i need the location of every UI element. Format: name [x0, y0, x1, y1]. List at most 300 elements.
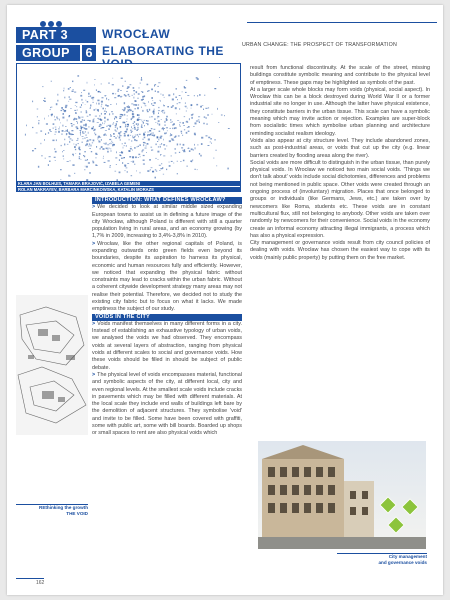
map-fragment — [86, 110, 87, 111]
map-fragment — [192, 159, 193, 161]
map-fragment — [70, 108, 71, 109]
map-fragment — [169, 165, 171, 167]
map-fragment — [134, 125, 135, 127]
map-fragment — [115, 171, 117, 172]
map-fragment — [134, 129, 135, 130]
map-fragment — [101, 114, 102, 115]
map-fragment — [76, 118, 78, 120]
map-fragment — [151, 97, 153, 99]
map-fragment — [35, 148, 37, 149]
map-fragment — [108, 99, 109, 100]
map-fragment — [125, 134, 126, 135]
map-fragment — [149, 159, 151, 161]
map-fragment — [99, 124, 101, 125]
map-fragment — [170, 122, 172, 123]
map-fragment — [163, 105, 165, 106]
map-fragment — [106, 135, 107, 136]
map-fragment — [83, 138, 84, 139]
map-fragment — [132, 95, 133, 96]
map-fragment — [157, 86, 159, 87]
map-fragment — [85, 128, 87, 130]
map-fragment — [173, 93, 174, 95]
map-fragment — [93, 140, 95, 142]
paragraph — [92, 204, 242, 240]
map-fragment — [102, 108, 104, 110]
map-fragment — [169, 162, 170, 163]
map-fragment — [141, 77, 142, 79]
map-fragment — [135, 101, 137, 102]
map-fragment — [136, 170, 137, 171]
map-fragment — [137, 114, 138, 116]
map-fragment — [164, 125, 166, 126]
map-fragment — [92, 100, 93, 101]
map-fragment — [107, 105, 109, 107]
map-fragment — [79, 158, 80, 159]
paragraph-text: Voids also appear at city structure level. They include abandoned zones, such as post-industrial areas, or voids that cut up the city (e.g. linear barriers created by flooding areas along the river). — [250, 137, 430, 159]
map-fragment — [164, 133, 166, 135]
page-number: 162 — [36, 580, 45, 586]
map-fragment — [208, 137, 210, 139]
map-fragment — [69, 133, 71, 135]
map-fragment — [105, 144, 107, 145]
map-fragment — [126, 112, 128, 113]
map-fragment — [152, 171, 154, 173]
map-fragment — [116, 103, 117, 104]
photo-graphic — [258, 441, 426, 549]
map-fragment — [105, 130, 107, 131]
map-fragment — [101, 104, 102, 105]
map-fragment — [74, 146, 76, 148]
map-fragment — [106, 111, 107, 112]
map-fragment — [206, 117, 207, 119]
arrow-icon: > — [92, 320, 96, 327]
map-fragment — [97, 109, 99, 111]
map-fragment — [48, 132, 49, 134]
map-fragment — [154, 102, 156, 104]
map-fragment — [158, 110, 160, 111]
map-fragment — [82, 119, 83, 121]
map-fragment — [120, 131, 121, 132]
map-fragment — [124, 114, 125, 116]
map-fragment — [69, 176, 71, 177]
map-fragment — [155, 91, 156, 92]
map-fragment — [179, 122, 180, 123]
map-fragment — [200, 155, 201, 157]
map-fragment — [87, 120, 89, 121]
map-fragment — [104, 123, 105, 124]
map-fragment — [158, 159, 159, 160]
map-fragment — [69, 99, 71, 100]
map-fragment — [131, 118, 132, 120]
map-fragment — [180, 161, 182, 162]
map-fragment — [63, 158, 64, 159]
map-fragment — [117, 136, 118, 137]
header-rule — [247, 22, 437, 23]
map-fragment — [184, 116, 185, 117]
map-fragment — [88, 146, 89, 147]
map-fragment — [176, 113, 177, 114]
map-fragment — [189, 118, 190, 120]
map-fragment — [147, 134, 148, 136]
map-fragment — [151, 133, 152, 134]
map-fragment — [76, 121, 78, 122]
map-fragment — [149, 109, 150, 111]
map-fragment — [201, 143, 203, 145]
photo-growth-void — [16, 295, 88, 435]
map-fragment — [199, 94, 201, 96]
map-fragment — [163, 111, 164, 113]
map-fragment — [157, 116, 159, 117]
map-fragment — [60, 169, 62, 170]
map-fragment — [159, 131, 161, 132]
arrow-icon: > — [92, 204, 96, 211]
map-fragment — [204, 116, 206, 117]
map-fragment — [114, 97, 116, 98]
map-fragment — [44, 139, 45, 141]
map-fragment — [84, 151, 86, 152]
map-fragment — [142, 139, 144, 140]
map-fragment — [73, 119, 75, 121]
map-fragment — [150, 169, 151, 170]
map-fragment — [96, 103, 97, 105]
map-fragment — [26, 125, 27, 127]
map-fragment — [152, 135, 154, 137]
map-fragment — [75, 102, 77, 103]
map-fragment — [107, 150, 108, 151]
map-fragment — [175, 97, 177, 99]
map-fragment — [81, 111, 82, 112]
map-fragment — [98, 140, 99, 141]
map-fragment — [129, 151, 130, 152]
map-fragment — [124, 145, 125, 146]
map-fragment — [170, 133, 171, 134]
map-fragment — [110, 165, 111, 166]
map-fragment — [164, 121, 165, 123]
map-fragment — [228, 128, 230, 129]
map-fragment — [87, 141, 88, 142]
map-fragment — [81, 104, 82, 106]
map-fragment — [142, 127, 143, 128]
map-fragment — [112, 144, 114, 146]
map-fragment — [100, 120, 102, 121]
map-fragment — [93, 126, 94, 127]
map-fragment — [44, 118, 45, 120]
map-fragment — [98, 91, 100, 92]
map-fragment — [130, 130, 131, 131]
map-fragment — [154, 109, 155, 110]
map-fragment — [126, 91, 127, 92]
map-fragment — [89, 172, 91, 174]
map-fragment — [116, 164, 117, 165]
map-fragment — [55, 151, 57, 153]
map-fragment — [163, 156, 165, 157]
map-fragment — [99, 119, 101, 120]
map-fragment — [98, 103, 99, 105]
map-fragment — [143, 122, 144, 124]
map-fragment — [70, 87, 71, 88]
map-fragment — [170, 136, 171, 137]
map-fragment — [166, 127, 168, 128]
map-fragment — [159, 124, 161, 126]
map-fragment — [156, 144, 157, 146]
map-fragment — [198, 144, 199, 145]
paragraph-text: Voids manifest themselves in many different forms in a city. Instead of establishing an exhaustive typology of urban voids, we analysed the voids we had observed. They encompass voids at several layers of abstraction, ranging from physical voids at different scales to social and governance voids. How these voids should be filled in should be subject of public debate. — [92, 320, 242, 371]
map-fragment — [128, 110, 130, 112]
map-fragment — [38, 120, 40, 121]
map-fragment — [194, 169, 196, 170]
map-fragment — [163, 144, 165, 146]
map-fragment — [77, 110, 78, 111]
map-fragment — [66, 133, 67, 135]
map-fragment — [90, 107, 91, 108]
map-fragment — [151, 147, 153, 148]
map-fragment — [214, 139, 216, 140]
map-fragment — [57, 118, 58, 119]
map-fragment — [167, 130, 168, 131]
map-fragment — [71, 130, 73, 131]
map-fragment — [128, 94, 130, 96]
map-fragment — [158, 146, 159, 148]
map-fragment — [172, 121, 173, 122]
map-fragment — [49, 161, 50, 163]
map-fragment — [79, 147, 81, 148]
map-fragment — [162, 94, 163, 95]
map-fragment — [64, 97, 65, 99]
map-fragment — [142, 150, 144, 151]
map-fragment — [98, 111, 99, 112]
authors-line: ROLAN MAKRAYEV, BARBARA MARCINKOWSKA, KATALIN MORAZS — [16, 187, 241, 192]
map-fragment — [67, 161, 69, 162]
map-fragment — [124, 102, 125, 104]
page-title: ELABORATING THE — [102, 44, 224, 58]
map-fragment — [64, 131, 65, 132]
map-fragment — [111, 143, 112, 145]
map-fragment — [87, 140, 88, 141]
map-fragment — [149, 130, 150, 131]
map-fragment — [124, 94, 126, 96]
map-fragment — [115, 127, 117, 128]
map-fragment — [69, 141, 70, 143]
map-fragment — [86, 137, 88, 138]
map-fragment — [121, 158, 123, 160]
map-fragment — [132, 113, 134, 115]
map-fragment — [187, 108, 188, 109]
map-fragment — [78, 148, 80, 150]
map-fragment — [37, 109, 39, 110]
paragraph — [250, 240, 430, 262]
map-fragment — [163, 139, 164, 141]
map-fragment — [189, 150, 191, 152]
map-fragment — [132, 136, 133, 138]
map-fragment — [75, 105, 76, 106]
map-fragment — [188, 131, 190, 132]
map-fragment — [144, 125, 145, 126]
map-fragment — [143, 160, 145, 161]
map-fragment — [100, 118, 101, 120]
map-fragment — [196, 104, 198, 106]
map-fragment — [160, 168, 162, 169]
map-fragment — [118, 132, 120, 134]
map-fragment — [186, 111, 187, 112]
map-fragment — [52, 140, 54, 142]
map-fragment — [157, 118, 158, 119]
map-fragment — [183, 125, 185, 126]
map-fragment — [135, 104, 137, 106]
map-fragment — [104, 162, 106, 163]
map-fragment — [60, 179, 61, 180]
map-fragment — [101, 146, 102, 148]
map-fragment — [147, 109, 149, 111]
map-fragment — [129, 156, 131, 158]
map-fragment — [126, 121, 127, 122]
map-fragment — [134, 108, 136, 109]
map-fragment — [181, 131, 183, 133]
map-fragment — [151, 89, 153, 91]
map-fragment — [206, 123, 207, 124]
map-fragment — [122, 114, 123, 116]
map-fragment — [185, 92, 187, 93]
map-fragment — [109, 143, 110, 144]
map-fragment — [80, 126, 81, 128]
paragraph-text: Wrocław, like the other regional capitals of Poland, is expanding outwards onto green fields even beyond its boundaries, despite its aspiration to harness its physical, economic and human resources fully and efficiently. However, we noticed that expanding the physical fabric without constraints may lead to cracks within the urban fabric. Without a coherent citywide development strategy many areas may not realise their potential. Therefore, we decided not to study the existing city fabric but to focus on what it lacks. We made emptiness the subject of our study. — [92, 240, 242, 313]
map-fragment — [153, 110, 155, 112]
map-fragment — [61, 134, 63, 135]
map-fragment — [81, 159, 82, 160]
map-fragment — [129, 96, 131, 97]
running-head: URBAN CHANGE: THE PROSPECT OF TRANSFORMATION — [242, 42, 397, 48]
map-fragment — [224, 115, 225, 116]
map-fragment — [120, 97, 121, 98]
map-fragment — [25, 134, 26, 136]
map-fragment — [87, 101, 89, 103]
map-fragment — [89, 126, 90, 128]
map-fragment — [153, 113, 155, 115]
authors-line: KLARA JAN BOLHUIS, TAMARA BRAJOVIĆ, IZABELA GEMENI — [16, 181, 241, 186]
voids-heading: VOIDS IN THE CITY — [92, 314, 242, 321]
map-fragment — [72, 89, 74, 90]
map-fragment — [213, 158, 214, 159]
map-fragment — [86, 135, 87, 136]
map-fragment — [82, 131, 83, 133]
map-fragment — [114, 136, 116, 137]
map-fragment — [158, 120, 160, 122]
map-fragment — [147, 123, 148, 125]
map-fragment — [79, 156, 80, 157]
map-fragment — [131, 175, 133, 176]
map-fragment — [88, 162, 90, 163]
map-fragment — [73, 155, 74, 156]
map-fragment — [132, 128, 133, 129]
map-fragment — [97, 118, 99, 119]
map-fragment — [40, 131, 42, 132]
map-fragment — [131, 146, 132, 147]
map-fragment — [184, 149, 185, 151]
map-fragment — [96, 89, 97, 91]
map-fragment — [36, 133, 38, 134]
map-fragment — [105, 105, 107, 106]
map-fragment — [49, 129, 51, 131]
map-fragment — [215, 88, 217, 89]
map-fragment — [119, 172, 121, 174]
map-fragment — [162, 110, 163, 111]
map-fragment — [72, 140, 74, 141]
map-fragment — [146, 152, 147, 153]
map-fragment — [136, 91, 138, 93]
map-fragment — [97, 100, 99, 102]
left-column — [92, 197, 242, 438]
map-fragment — [221, 115, 223, 116]
map-fragment — [139, 144, 141, 146]
map-fragment — [160, 144, 161, 145]
map-fragment — [121, 152, 123, 154]
map-fragment — [172, 105, 173, 107]
map-fragment — [138, 154, 140, 155]
map-fragment — [101, 101, 103, 103]
map-fragment — [112, 113, 113, 114]
map-fragment — [191, 114, 193, 116]
map-fragment — [94, 84, 95, 85]
map-fragment — [97, 139, 98, 140]
map-fragment — [124, 143, 126, 144]
map-fragment — [166, 116, 168, 118]
map-fragment — [81, 117, 83, 118]
map-fragment — [195, 134, 196, 135]
map-fragment — [169, 140, 171, 142]
map-fragment — [198, 116, 200, 117]
map-fragment — [166, 132, 167, 134]
map-fragment — [198, 120, 200, 121]
caption-line: City management — [388, 554, 427, 559]
group-label: GROUP — [16, 45, 80, 61]
map-fragment — [142, 121, 143, 122]
map-fragment — [101, 84, 102, 85]
map-fragment — [173, 163, 174, 164]
map-fragment — [79, 153, 81, 155]
map-fragment — [114, 118, 115, 120]
map-fragment — [93, 119, 94, 120]
map-fragment — [161, 119, 162, 120]
map-fragment — [158, 82, 160, 83]
map-fragment — [80, 131, 81, 132]
map-fragment — [72, 91, 74, 92]
map-fragment — [127, 86, 129, 88]
map-fragment — [72, 134, 74, 135]
map-fragment — [147, 120, 149, 121]
map-fragment — [129, 139, 130, 141]
map-fragment — [69, 161, 70, 162]
map-fragment — [106, 98, 107, 100]
map-fragment — [67, 119, 68, 121]
map-fragment — [182, 135, 183, 136]
map-fragment — [138, 88, 139, 89]
map-fragment — [203, 109, 204, 110]
map-fragment — [227, 168, 228, 170]
map-fragment — [116, 117, 118, 119]
map-fragment — [82, 136, 84, 137]
map-fragment — [141, 107, 142, 108]
map-fragment — [143, 144, 144, 146]
map-fragment — [138, 93, 140, 94]
map-fragment — [122, 143, 123, 144]
map-fragment — [188, 126, 190, 128]
paragraph — [92, 372, 242, 438]
map-fragment — [95, 153, 97, 155]
map-fragment — [111, 111, 113, 112]
map-fragment — [217, 108, 218, 110]
map-fragment — [120, 155, 122, 156]
map-fragment — [92, 102, 94, 103]
map-fragment — [107, 151, 109, 152]
